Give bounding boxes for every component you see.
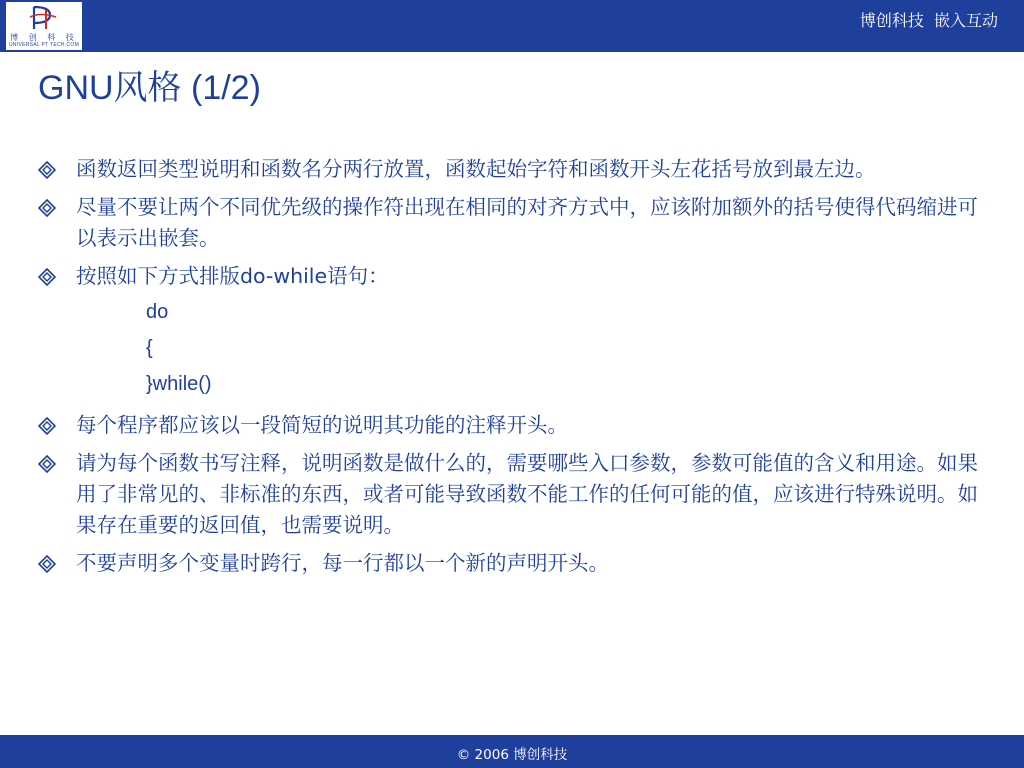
logo-mark-icon (26, 4, 62, 32)
slide-title: GNU风格 (1/2) (38, 69, 261, 107)
footer-copyright: © 2006 博创科技 (456, 747, 568, 763)
diamond-bullet-icon (38, 448, 76, 479)
bullet-item (38, 548, 990, 579)
diamond-bullet-icon (38, 261, 76, 292)
slide-content (38, 154, 990, 586)
logo-chinese-text: 博 创 科 技 (10, 33, 78, 42)
bullet-text: 每个程序都应该以一段简短的说明其功能的注释开头。 (76, 413, 568, 437)
diamond-bullet-icon (38, 548, 76, 579)
bullet-text: 不要声明多个变量时跨行，每一行都以一个新的声明开头。 (76, 551, 609, 575)
header-bar (0, 0, 1024, 52)
code-block (38, 294, 990, 402)
diamond-bullet-icon (38, 410, 76, 441)
bullet-text: 按照如下方式排版do-while语句： (76, 264, 389, 288)
company-logo (6, 2, 82, 50)
bullet-text: 请为每个函数书写注释，说明函数是做什么的，需要哪些入口参数，参数可能值的含义和用途。如果用了非常见的、非标准的东西，或者可能导致函数不能工作的任何可能的值，应该进行特殊说明。如果存在重要的返回值，也需要说明。 (76, 451, 978, 537)
diamond-bullet-icon (38, 154, 76, 185)
bullet-item (38, 154, 990, 185)
code-line: }while() (146, 373, 212, 395)
bullet-text: 函数返回类型说明和函数名分两行放置，函数起始字符和函数开头左花括号放到最左边。 (76, 157, 876, 181)
logo-english-text: UNIVERSAL PT TECH.COM (8, 42, 80, 48)
code-line: do (146, 301, 169, 323)
footer-bar (0, 735, 1024, 768)
bullet-item (38, 192, 990, 254)
code-line: { (146, 337, 153, 359)
bullet-item (38, 448, 990, 541)
header-brand-text: 博创科技 嵌入互动 (859, 11, 998, 30)
bullet-text: 尽量不要让两个不同优先级的操作符出现在相同的对齐方式中，应该附加额外的括号使得代码缩进可以表示出嵌套。 (76, 195, 978, 250)
diamond-bullet-icon (38, 192, 76, 223)
bullet-item (38, 410, 990, 441)
bullet-item (38, 261, 990, 292)
